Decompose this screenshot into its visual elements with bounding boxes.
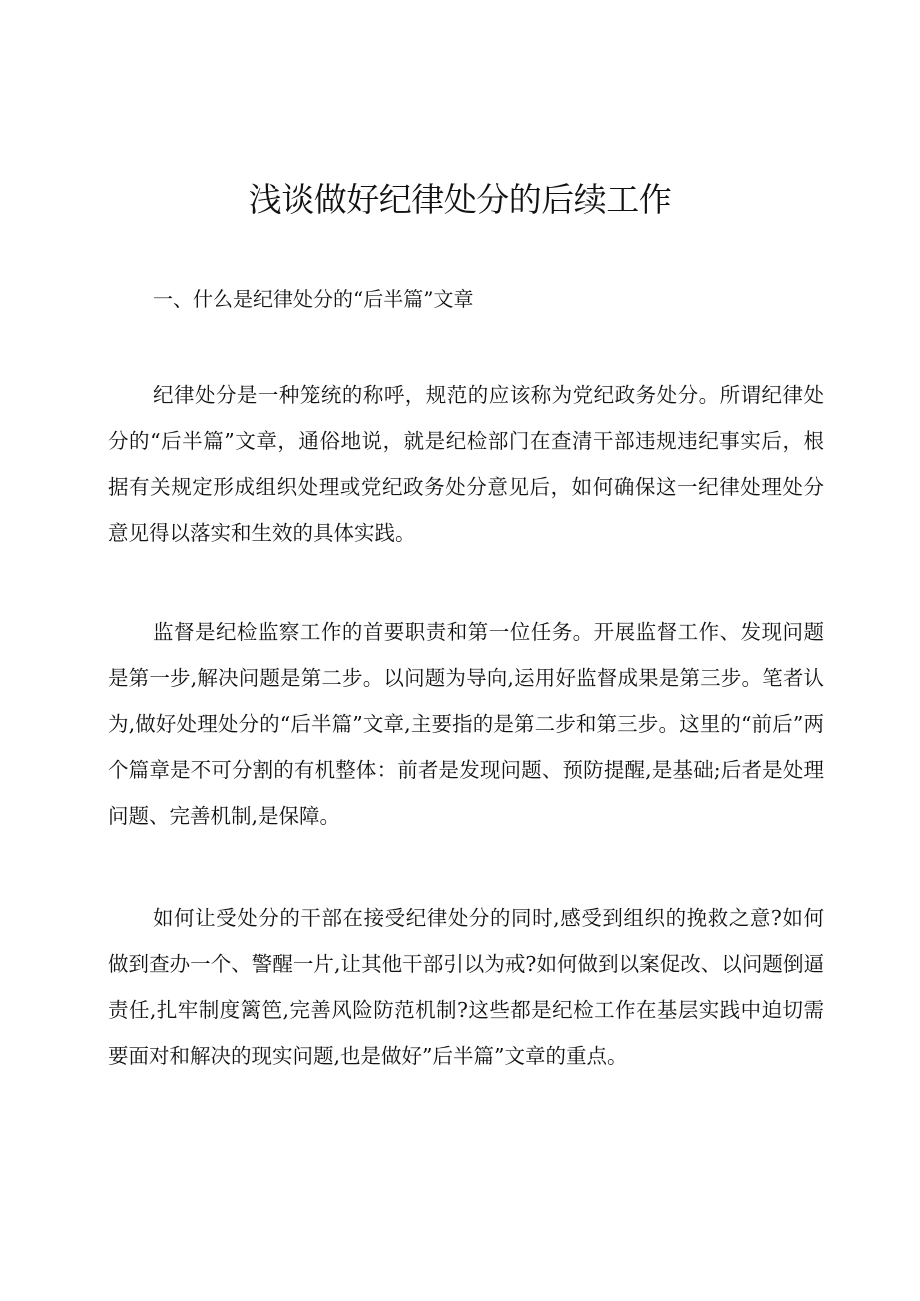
paragraph-3: 如何让受处分的干部在接受纪律处分的同时,感受到组织的挽救之意?如何做到查办一个、警醒一片,让其他干部引以为戒?如何做到以案促改、以问题倒逼责任,扎牢制度篱笆,完善风险防范机制?这些都是纪检工作在基层实践中迫切需要面对和解决的现实问题,也是做好”后半篇”文章的重点。 — [108, 906, 824, 1068]
paragraph-2: 监督是纪检监察工作的首要职责和第一位任务。开展监督工作、发现问题是第一步,解决问题是第二步。以问题为导向,运用好监督成果是第三步。笔者认为,做好处理处分的“后半篇”文章,主要指的是第二步和第三步。这里的“前后”两个篇章是不可分割的有机整体：前者是发现问题、预防提醒,是基础;后者是处理问题、完善机制,是保障。 — [108, 620, 824, 828]
paragraph-1: 纪律处分是一种笼统的称呼，规范的应该称为党纪政务处分。所谓纪律处分的“后半篇”文章，通俗地说，就是纪检部门在查清干部违规违纪事实后，根据有关规定形成组织处理或党纪政务处分意见后，如何确保这一纪律处理处分意见得以落实和生效的具体实践。 — [108, 383, 824, 545]
document-title: 浅谈做好纪律处分的后续工作 — [248, 180, 672, 219]
section-heading: 一、什么是纪律处分的“后半篇”文章 — [153, 287, 474, 311]
